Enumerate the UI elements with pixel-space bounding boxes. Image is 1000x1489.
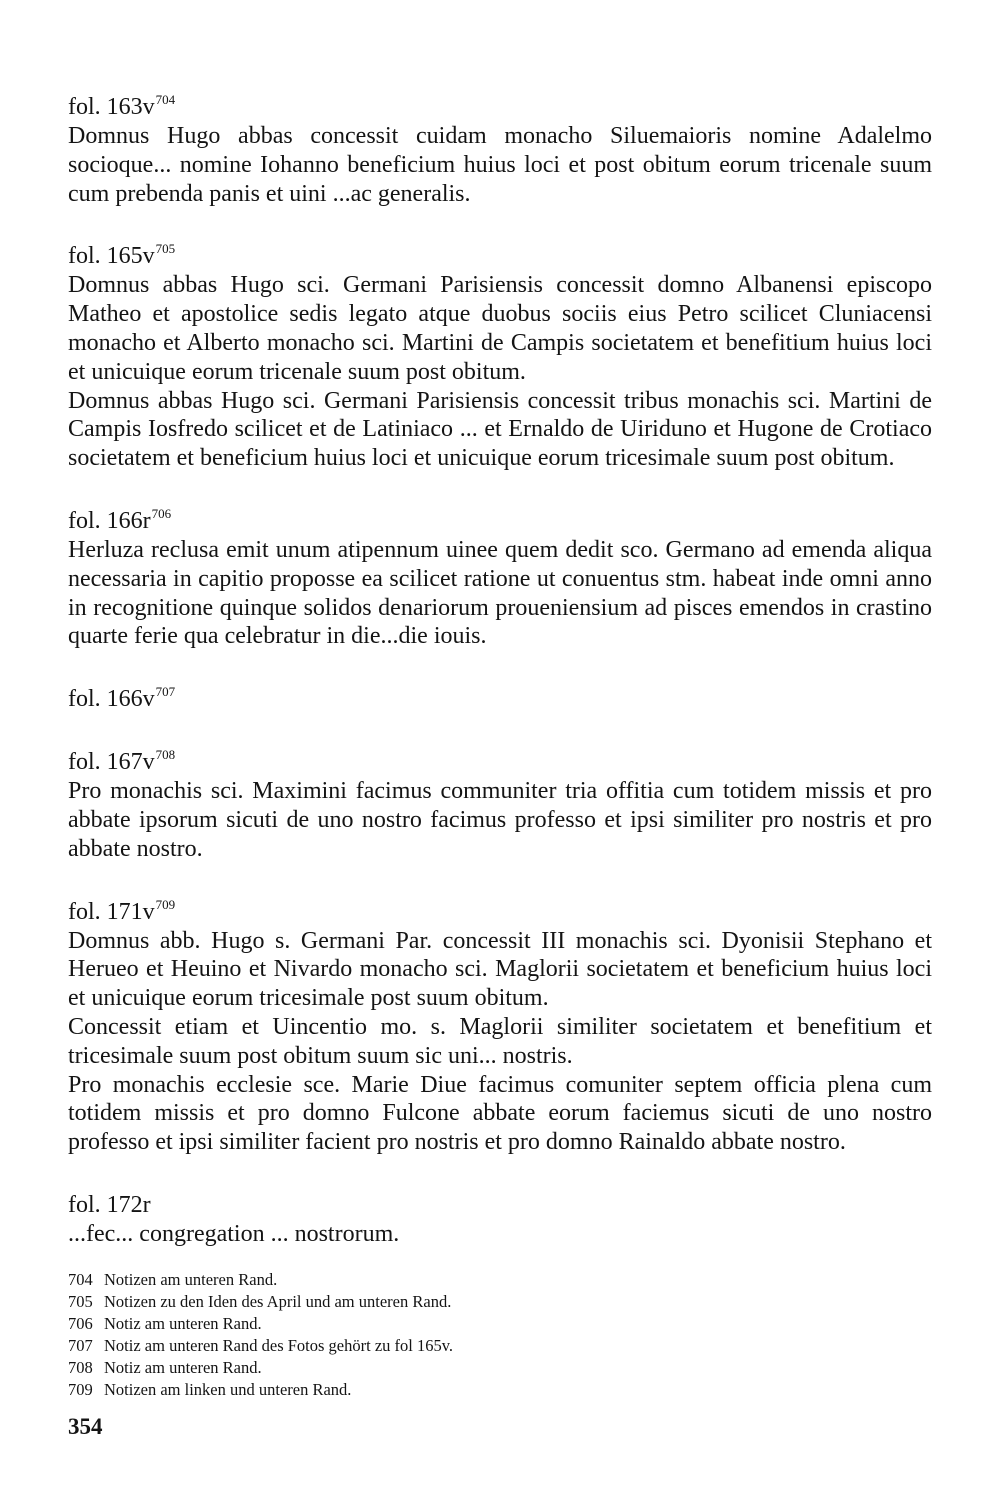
- entry-fol-171v: [68, 898, 932, 1157]
- footnote-number: 704: [68, 1269, 93, 1289]
- page-body: [68, 93, 932, 1401]
- footnote-text: Notiz am unteren Rand.: [104, 1313, 262, 1333]
- footnote-number: 707: [68, 1335, 93, 1355]
- entry-text: Domnus Hugo abbas concessit cuidam monacho Siluemaioris nomine Adalelmo socioque... nomine Iohanno beneficium huius loci et post obitum eorum tricenale suum cum prebenda panis et uini ...ac generalis.: [68, 123, 932, 207]
- entry-text: Domnus abb. Hugo s. Germani Par. concessit III monachis sci. Dyonisii Stephano et Herueo et Heuino et Nivardo monacho sci. Maglorii societatem et beneficium huius loci et unicuique eorum tricesimale post suum obitum.: [68, 927, 932, 1012]
- entry-fol-172r: [68, 1191, 932, 1249]
- entry-fol-166v: [68, 685, 932, 714]
- entry-text: ...fec... congregation ... nostrorum.: [68, 1220, 400, 1247]
- folio-heading: fol. $166v^{707}$: [68, 684, 176, 713]
- footnote-number: 705: [68, 1291, 93, 1311]
- folio-heading: fol. 172r: [68, 1191, 151, 1218]
- folio-heading: fol. $166r^{706}$: [68, 505, 172, 534]
- entry-text: Concessit etiam et Uincentio mo. s. Maglorii similiter societatem et benefitium et tricesimale suum post obitum suum sic uni... nostris.: [68, 1013, 932, 1069]
- footnote-ref[interactable]: 707: [155, 684, 176, 700]
- entry-fol-165v: [68, 242, 932, 473]
- entry-text: Pro monachis sci. Maximini facimus communiter tria offitia cum totidem missis et pro abbate ipsorum sicuti de uno nostro facimus professo et ipsi similiter pro nostris et pro abbate nostro.: [68, 778, 932, 862]
- footnote-ref[interactable]: 709: [155, 896, 176, 912]
- entry-text: Domnus abbas Hugo sci. Germani Parisiensis concessit tribus monachis sci. Martini de Campis Iosfredo scilicet et de Latiniaco ... et Ernaldo de Uiriduno et Hugone de Crotiaco societatem et beneficium huius loci et unicuique eorum tricesimale suum post obitum.: [68, 387, 932, 472]
- footnote-ref[interactable]: 704: [155, 92, 176, 107]
- footnote-text: Notizen am linken und unteren Rand.: [104, 1379, 352, 1399]
- footnotes: [68, 1269, 932, 1401]
- folio-heading: fol. $171v^{709}$: [68, 896, 176, 925]
- entry-fol-167v: [68, 748, 932, 863]
- footnote: [68, 1335, 932, 1357]
- footnote-text: Notiz am unteren Rand.: [104, 1357, 262, 1377]
- footnote: [68, 1379, 932, 1401]
- folio-heading: fol. $165v^{705}$: [68, 241, 176, 270]
- footnote-number: 706: [68, 1313, 93, 1333]
- entry-fol-163v: [68, 93, 932, 208]
- footnote-number: 709: [68, 1379, 93, 1399]
- folio-heading: fol. $167v^{708}$: [68, 747, 176, 776]
- entry-text: Herluza reclusa emit unum atipennum uinee quem dedit sco. Germano ad emenda aliqua necessaria in capitio proposse ea scilicet ratione ut conuentus stm. habeat inde omni anno in recognitione quinque solidos denariorum proueniensium ad pisces emendos in crastino quarte ferie qua celebratur in die...die iouis.: [68, 536, 932, 650]
- footnote-text: Notizen zu den Iden des April und am unteren Rand.: [104, 1291, 452, 1311]
- folio-heading: fol. $163v^{704}$: [68, 92, 176, 120]
- footnote-number: 708: [68, 1357, 93, 1377]
- footnote: [68, 1269, 932, 1291]
- footnote-ref[interactable]: 705: [155, 241, 176, 257]
- entry-text: Domnus abbas Hugo sci. Germani Parisiensis concessit domno Albanensi episcopo Matheo et apostolice sedis legato atque duobus sociis eius Petro scilicet Cluniacensi monacho et Alberto monacho sci. Martini de Campis societatem et benefitium huius loci et unicuique eorum tricenale suum post obitum.: [68, 272, 932, 385]
- footnote: [68, 1357, 932, 1379]
- footnote-text: Notizen am unteren Rand.: [104, 1269, 278, 1289]
- entry-fol-166r: [68, 507, 932, 651]
- page-number: 354: [68, 1414, 103, 1439]
- footnote-ref[interactable]: 708: [155, 747, 176, 763]
- entry-text: Pro monachis ecclesie sce. Marie Diue facimus comuniter septem officia plena cum totidem missis et pro domno Fulcone abbate eorum faciemus sicuti de uno nostro professo et ipsi similiter facient pro nostris et pro domno Rainaldo abbate nostro.: [68, 1071, 932, 1156]
- footnote-ref[interactable]: 706: [151, 505, 172, 521]
- footnote: [68, 1291, 932, 1313]
- footnote-text: Notiz am unteren Rand des Fotos gehört zu fol 165v.: [104, 1335, 454, 1355]
- footnote: [68, 1313, 932, 1335]
